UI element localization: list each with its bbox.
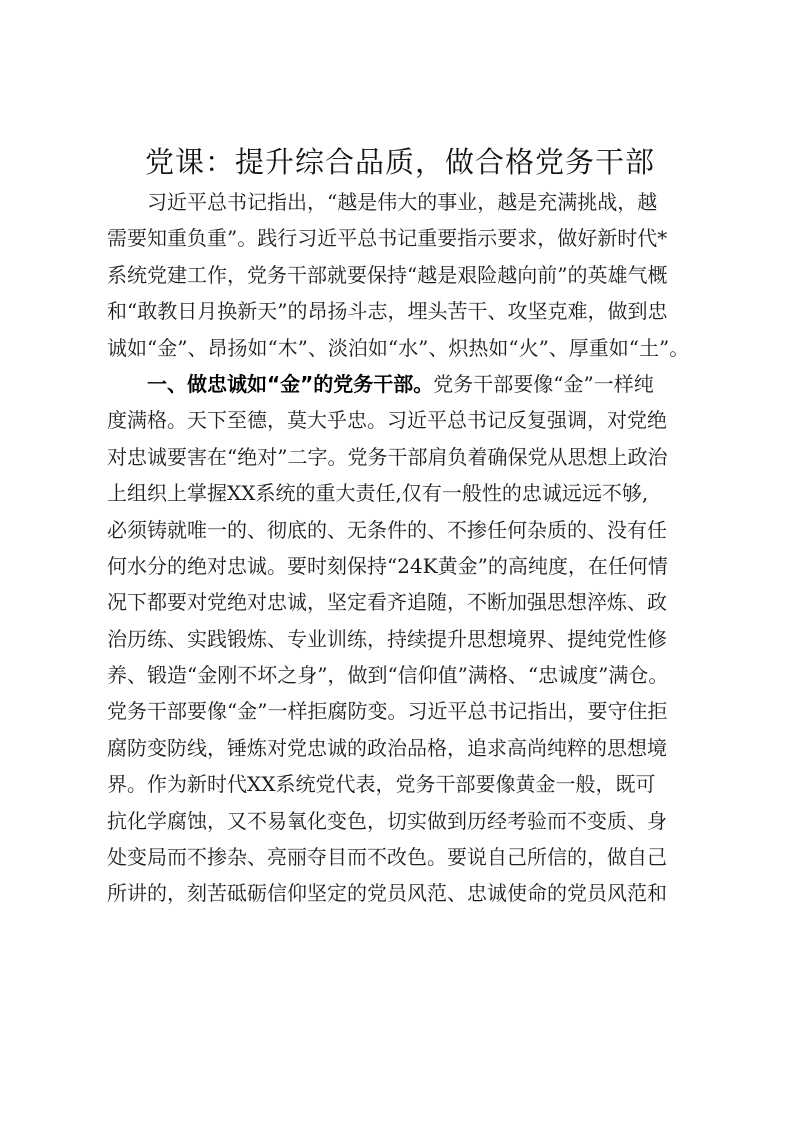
- line-text: 抗化学腐蚀，又不易氧化变色，切实做到历经考验而不变质、身: [107, 808, 667, 833]
- text-line: [107, 439, 693, 475]
- line-text: 治历练、实践锻炼、专业训练，持续提升思想境界、提纯党性修: [107, 626, 667, 651]
- line-text: 和“敢教日月换新天”的昂扬斗志，埋头苦干、攻坚克难，做到忠: [107, 299, 668, 324]
- line-text: 养、锻造“金刚不坏之身”，做到“信仰值”满格、“忠诚度”满仓。: [107, 663, 669, 688]
- text-line: [107, 548, 693, 584]
- text-line: [107, 657, 693, 693]
- line-text: 所讲的，刻苦砥砺信仰坚定的党员风范、忠诚使命的党员风范和: [107, 881, 667, 906]
- text-line: [107, 330, 693, 366]
- line-text: 界。作为新时代XX系统党代表，党务干部要像黄金一般，既可: [107, 772, 656, 797]
- line-text: 需要知重负重”。践行习近平总书记重要指示要求，做好新时代*: [107, 226, 668, 251]
- line-text: 诚如“金”、昂扬如“木”、淡泊如“水”、炽热如“火”、厚重如“土”。: [107, 335, 690, 360]
- text-line: [107, 839, 693, 875]
- text-line: [107, 875, 693, 911]
- line-text: 况下都要对党绝对忠诚，坚定看齐追随，不断加强思想淬炼、政: [107, 590, 667, 615]
- line-text: 上组织上掌握XX系统的重大责任,仅有一般性的忠诚远远不够,: [107, 481, 649, 506]
- text-line: [107, 621, 693, 657]
- line-text: 党务干部要像“金”一样拒腐防变。习近平总书记指出，要守住拒: [107, 699, 668, 724]
- text-line: [107, 730, 693, 766]
- document-page: [107, 140, 693, 912]
- line-text: 党务干部要像“金”一样纯: [433, 371, 654, 396]
- line-text: 系统党建工作，党务干部就要保持“越是艰险越向前”的英雄气概: [107, 262, 668, 287]
- line-text: 何水分的绝对忠诚。要时刻保持“24K黄金”的高纯度，在任何情: [107, 553, 668, 578]
- section-heading: 一、做忠诚如“金”的党务干部。: [147, 371, 434, 396]
- text-line: [107, 803, 693, 839]
- text-line: [107, 257, 693, 293]
- line-text: 对忠诚要害在“绝对”二字。党务干部肩负着确保党从思想上政治: [107, 444, 668, 469]
- text-line: [107, 402, 693, 438]
- line-text: 腐防变防线，锤炼对党忠诚的政治品格，追求高尚纯粹的思想境: [107, 735, 667, 760]
- text-line: [107, 693, 693, 729]
- document-title: 党课：提升综合品质，做合格党务干部: [144, 145, 655, 179]
- line-text: 必须铸就唯一的、彻底的、无条件的、不掺任何杂质的、没有任: [107, 517, 667, 542]
- line-text: 习近平总书记指出，“越是伟大的事业，越是充满挑战，越: [147, 190, 658, 214]
- text-line: [107, 475, 693, 511]
- line-text: 处变局而不掺杂、亮丽夺目而不改色。要说自己所信的，做自己: [107, 845, 667, 870]
- text-line: [107, 293, 693, 329]
- text-line: [107, 512, 693, 548]
- text-line: [107, 584, 693, 620]
- line-text: 度满格。天下至德，莫大乎忠。习近平总书记反复强调，对党绝: [107, 408, 667, 433]
- text-line: [107, 766, 693, 802]
- document-body: [107, 184, 693, 912]
- text-line: [107, 220, 693, 256]
- text-line: [107, 184, 693, 220]
- text-line: [107, 366, 693, 402]
